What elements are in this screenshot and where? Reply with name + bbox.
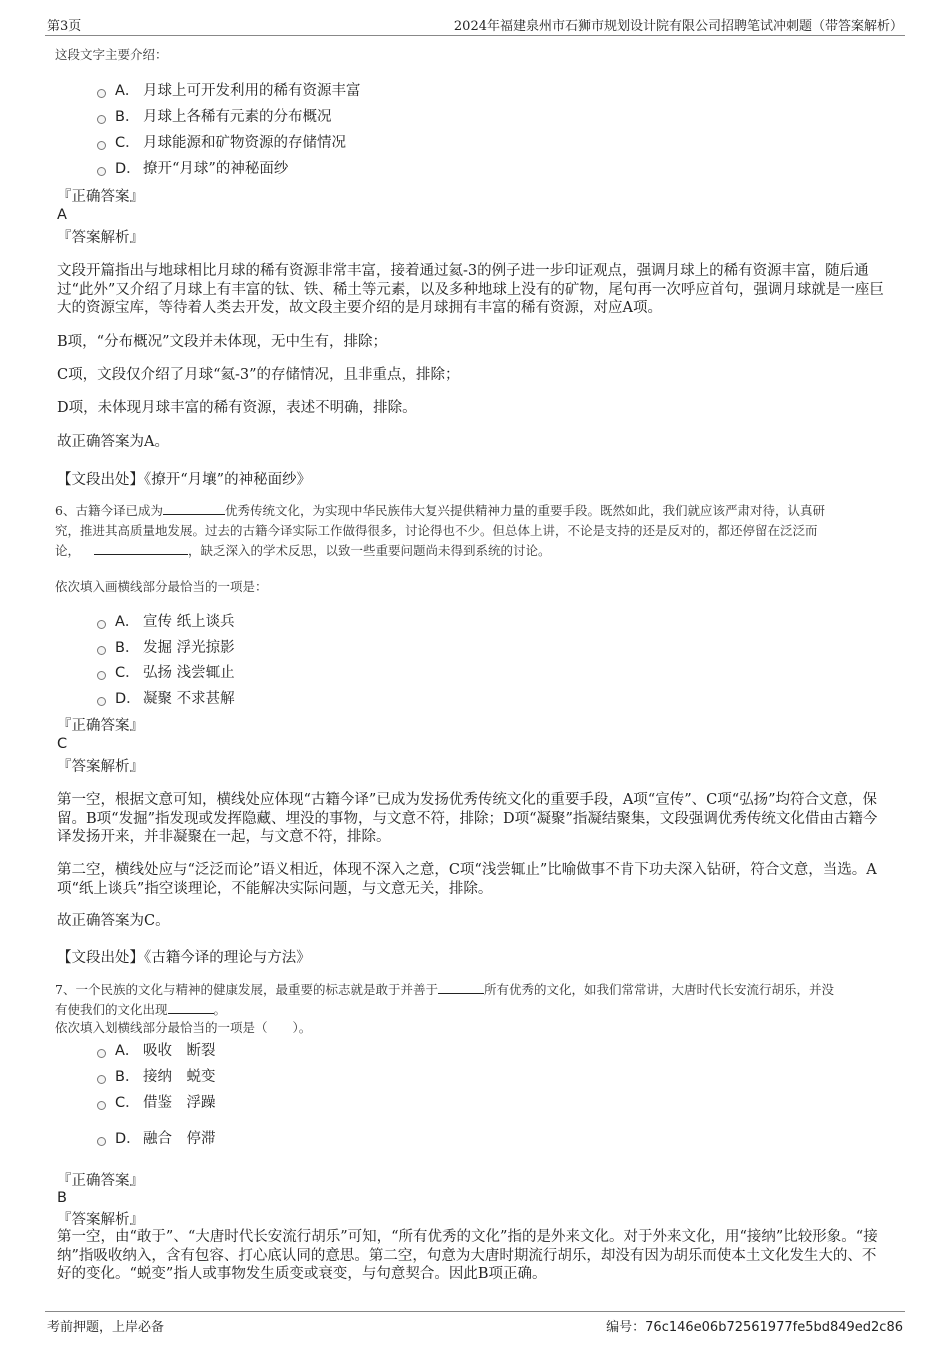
q6-option-c[interactable]: C． 弘扬 浅尝辄止 xyxy=(97,663,235,683)
q5-analysis-p5: 故正确答案为A。 xyxy=(57,434,169,450)
document-title: 2024年福建泉州市石狮市规划设计院有限公司招聘笔试冲刺题（带答案解析） xyxy=(453,19,903,34)
blank-2[interactable] xyxy=(94,542,188,555)
blank-2[interactable] xyxy=(168,1001,214,1014)
blank-1[interactable] xyxy=(438,981,484,994)
radio-button[interactable] xyxy=(97,620,106,629)
q5-answer-label: 『正确答案』 xyxy=(57,189,144,205)
q7-option-d[interactable]: D． 融合 停滞 xyxy=(97,1129,216,1149)
q6-answer: C xyxy=(57,736,68,752)
q7-prompt: 依次填入划横线部分最恰当的一项是（ ）。 xyxy=(55,1020,312,1035)
radio-button[interactable] xyxy=(97,671,106,680)
page-header xyxy=(45,13,905,36)
q6-option-d[interactable]: D． 凝聚 不求甚解 xyxy=(97,689,235,709)
q6-stem: 6、古籍今译已成为 优秀传统文化，为实现中华民族伟大复兴提供精神力量的重要手段。既然如此，我们就应该严肃对待，认真研 究，推进其高质量地发展。过去的古籍今译实际工作做得很多，讨论得也不少。但总体上讲，不论是支持的还是反对的，都还停留在泛泛而 论， ，缺乏深入的学术反思，以致一些重要问题尚未得到系统的讨论。 xyxy=(55,503,825,558)
q5-option-b[interactable]: B． 月球上各稀有元素的分布概况 xyxy=(97,107,332,127)
q7-analysis-label: 『答案解析』 xyxy=(57,1212,144,1228)
radio-button[interactable] xyxy=(97,646,106,655)
radio-button[interactable] xyxy=(97,1101,106,1110)
q6-analysis-p3: 故正确答案为C。 xyxy=(57,913,170,929)
q5-option-a[interactable]: A． 月球上可开发利用的稀有资源丰富 xyxy=(97,81,361,101)
radio-button[interactable] xyxy=(97,697,106,706)
q5-analysis-p3: C项，文段仅介绍了月球“氦-3”的存储情况，且非重点，排除； xyxy=(57,367,460,383)
blank-1[interactable] xyxy=(163,502,225,515)
q5-analysis-p4: D项，未体现月球丰富的稀有资源，表述不明确，排除。 xyxy=(57,400,417,416)
q6-analysis-p1: 第一空，根据文意可知，横线处应体现“古籍今译”已成为发扬优秀传统文化的重要手段，A项“宣传”、C项“弘扬”均符合文意，保留。B项“发掘”指发现或发挥隐藏、埋没的事物，与文意不符，排除；D项“凝聚”指凝结聚集，文段强调优秀传统文化借由古籍今译发扬开来，并非凝聚在一起，与文意不符，排除。 xyxy=(57,792,878,845)
q7-answer-label: 『正确答案』 xyxy=(57,1173,144,1189)
q7-analysis: 第一空，由“敢于”、“大唐时代长安流行胡乐”可知，“所有优秀的文化”指的是外来文化。对于外来文化，用“接纳”比较形象。“接纳”指吸收纳入，含有包容、打心底认同的意思。第二空，句意为大唐时期流行胡乐，却没有因为胡乐而使本土文化发生大的、不好的变化。“蜕变”指人或事物发生质变或衰变，与句意契合。因此B项正确。 xyxy=(57,1229,878,1282)
q7-stem: 7、一个民族的文化与精神的健康发展，最重要的标志就是敢于并善于 所有优秀的文化，如我们常常讲，大唐时代长安流行胡乐，并没 有使我们的文化出现 。 xyxy=(55,982,834,1017)
q5-option-c[interactable]: C． 月球能源和矿物资源的存储情况 xyxy=(97,133,346,153)
radio-button[interactable] xyxy=(97,89,106,98)
q5-analysis-label: 『答案解析』 xyxy=(57,230,144,246)
q7-option-a[interactable]: A． 吸收 断裂 xyxy=(97,1041,216,1061)
q7-option-b[interactable]: B． 接纳 蜕变 xyxy=(97,1067,216,1087)
q5-source: 【文段出处】《撩开“月壤”的神秘面纱》 xyxy=(57,472,312,488)
page-footer xyxy=(45,1311,905,1334)
q6-option-a[interactable]: A． 宣传 纸上谈兵 xyxy=(97,612,235,632)
footer-slogan: 考前押题，上岸必备 xyxy=(47,1320,165,1335)
radio-button[interactable] xyxy=(97,167,106,176)
q6-analysis-label: 『答案解析』 xyxy=(57,759,144,775)
q5-answer: A xyxy=(57,207,67,223)
page-number: 第3页 xyxy=(47,19,82,34)
radio-button[interactable] xyxy=(97,1075,106,1084)
radio-button[interactable] xyxy=(97,141,106,150)
q5-analysis-p1: 文段开篇指出与地球相比月球的稀有资源非常丰富，接着通过氦-3的例子进一步印证观点，强调月球上的稀有资源丰富，随后通过“此外”又介绍了月球上有丰富的钛、铁、稀土等元素，以及多种地球上没有的矿物，尾句再一次呼应首句，强调月球就是一座巨大的资源宝库，等待着人类去开发，故文段主要介绍的是月球拥有丰富的稀有资源，对应A项。 xyxy=(57,263,884,316)
q6-answer-label: 『正确答案』 xyxy=(57,718,144,734)
q7-option-c[interactable]: C． 借鉴 浮躁 xyxy=(97,1093,216,1113)
radio-button[interactable] xyxy=(97,1049,106,1058)
q6-source: 【文段出处】《古籍今译的理论与方法》 xyxy=(57,950,311,966)
q6-prompt: 依次填入画横线部分最恰当的一项是： xyxy=(55,579,268,594)
q6-option-b[interactable]: B． 发掘 浮光掠影 xyxy=(97,638,235,658)
q5-analysis-p2: B项，“分布概况”文段并未体现，无中生有，排除； xyxy=(57,334,387,350)
document-code: 编号：76c146e06b72561977fe5bd849ed2c86 xyxy=(606,1320,903,1335)
radio-button[interactable] xyxy=(97,1137,106,1146)
q6-analysis-p2: 第二空，横线处应与“泛泛而论”语义相近，体现不深入之意，C项“浅尝辄止”比喻做事不肯下功夫深入钻研，符合文意，当选。A项“纸上谈兵”指空谈理论，不能解决实际问题，与文意无关，排除。 xyxy=(57,862,877,897)
radio-button[interactable] xyxy=(97,115,106,124)
q5-option-d[interactable]: D． 撩开“月球”的神秘面纱 xyxy=(97,159,288,179)
q7-answer: B xyxy=(57,1190,67,1206)
q5-stem-tail: 这段文字主要介绍： xyxy=(55,47,168,62)
